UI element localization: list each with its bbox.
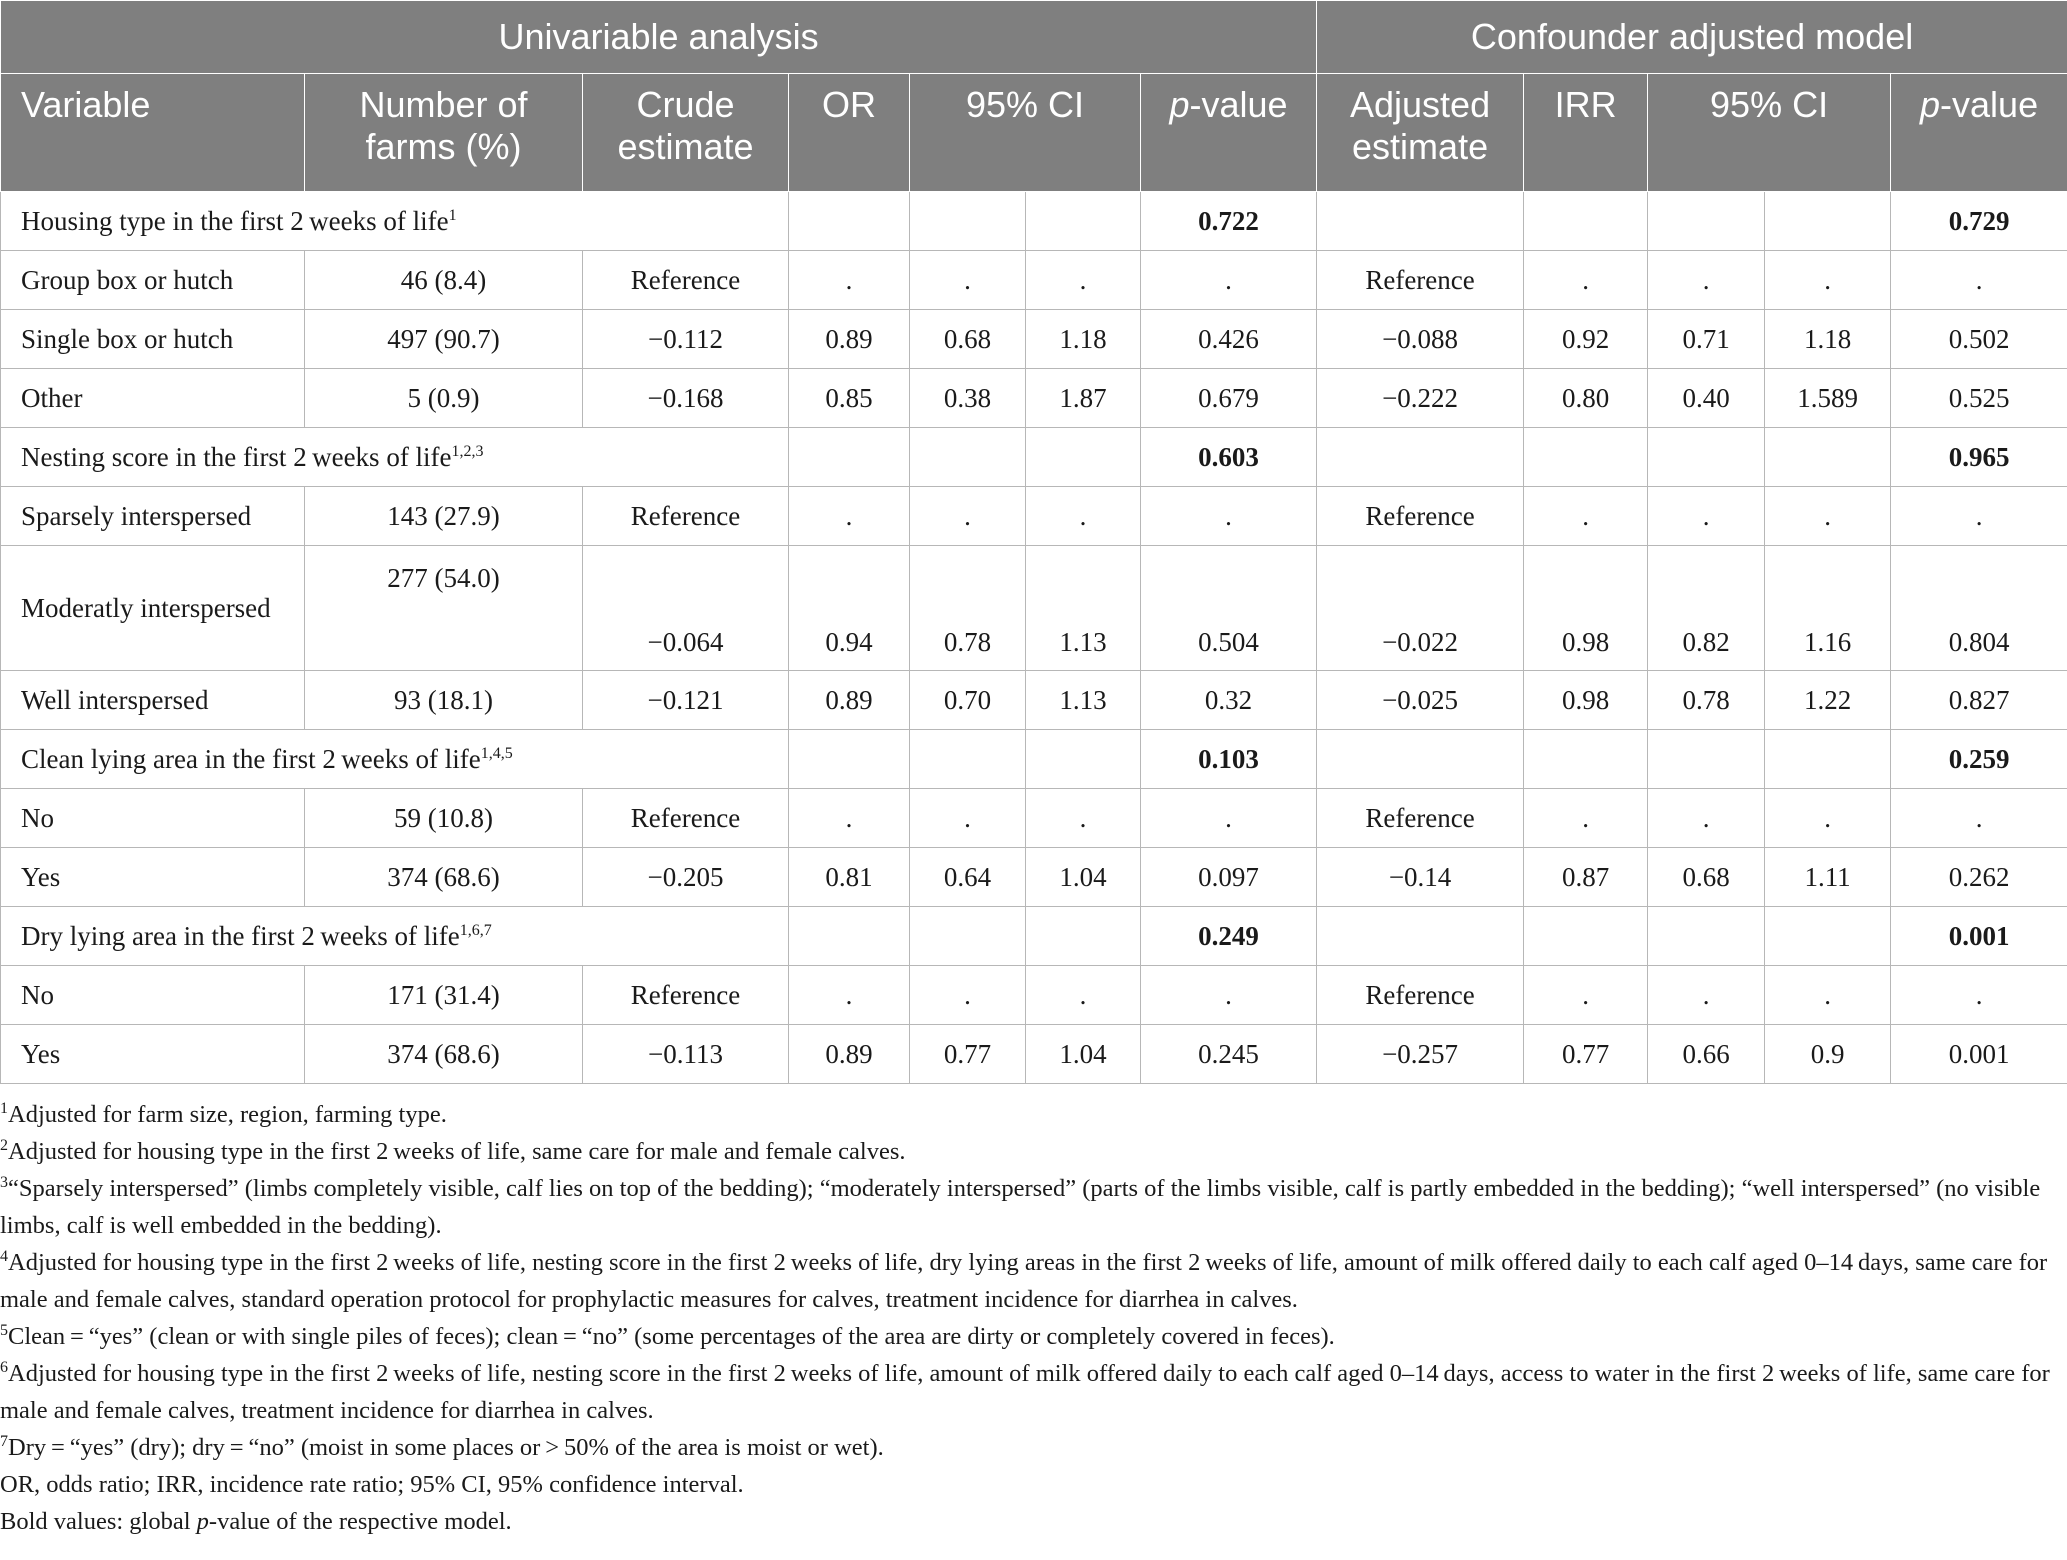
ci-adj-lower-cell: . — [1648, 789, 1765, 848]
crude-estimate-cell: −0.121 — [583, 671, 789, 730]
empty-cell — [1648, 730, 1765, 789]
col-header-adjusted: Adjusted estimate — [1317, 74, 1524, 192]
p-value-adj-cell: 0.525 — [1891, 369, 2067, 428]
ci-adj-lower-cell: 0.78 — [1648, 671, 1765, 730]
table-row — [1, 671, 2067, 730]
irr-cell: . — [1524, 789, 1648, 848]
farms-cell: 277 (54.0) — [305, 546, 583, 671]
ci-lower-cell: . — [910, 789, 1026, 848]
ci-lower-cell: 0.78 — [910, 546, 1026, 671]
footnote-ref: 1,2,3 — [451, 443, 484, 460]
section-title — [1, 428, 789, 487]
section-title-text: Dry lying area in the first 2 weeks of life — [21, 921, 460, 951]
section-row — [1, 192, 2067, 251]
ci-upper-cell: 1.13 — [1026, 671, 1141, 730]
table-row — [1, 251, 2067, 310]
ci-adj-upper-cell: . — [1765, 966, 1891, 1025]
irr-cell: 0.92 — [1524, 310, 1648, 369]
ci-adj-lower-cell: . — [1648, 487, 1765, 546]
farms-cell: 59 (10.8) — [305, 789, 583, 848]
col-header-p-adj — [1891, 74, 2067, 192]
irr-cell: . — [1524, 251, 1648, 310]
p-value-cell: 0.426 — [1141, 310, 1317, 369]
empty-cell — [910, 428, 1026, 487]
ci-lower-cell: 0.38 — [910, 369, 1026, 428]
section-title — [1, 192, 789, 251]
ci-adj-lower-cell: . — [1648, 966, 1765, 1025]
ci-adj-lower-cell: . — [1648, 251, 1765, 310]
row-label: Sparsely interspersed — [1, 487, 305, 546]
p-value-cell: . — [1141, 251, 1317, 310]
table-row — [1, 546, 2067, 671]
col-header-variable: Variable — [1, 74, 305, 192]
p-value-cell: 0.097 — [1141, 848, 1317, 907]
p-value-adj-cell: 0.827 — [1891, 671, 2067, 730]
global-p-value-uni: 0.722 — [1141, 192, 1317, 251]
or-cell: . — [789, 251, 910, 310]
footnote-ref: 1 — [448, 207, 457, 224]
ci-adj-upper-cell: 1.18 — [1765, 310, 1891, 369]
p-value-adj-cell: . — [1891, 789, 2067, 848]
empty-cell — [1026, 730, 1141, 789]
empty-cell — [1648, 907, 1765, 966]
footnote-1 — [0, 1096, 2067, 1133]
farms-cell: 46 (8.4) — [305, 251, 583, 310]
ci-lower-cell: 0.68 — [910, 310, 1026, 369]
section-title — [1, 907, 789, 966]
p-value-cell: . — [1141, 789, 1317, 848]
ci-upper-cell: . — [1026, 487, 1141, 546]
farms-cell: 374 (68.6) — [305, 1025, 583, 1084]
group-header-univariable: Univariable analysis — [1, 1, 1317, 74]
p-value-adj-cell: 0.262 — [1891, 848, 2067, 907]
adjusted-estimate-cell: Reference — [1317, 251, 1524, 310]
footnote-4 — [0, 1244, 2067, 1318]
row-label: Well interspersed — [1, 671, 305, 730]
or-cell: 0.89 — [789, 671, 910, 730]
row-label: No — [1, 789, 305, 848]
empty-cell — [789, 730, 910, 789]
empty-cell — [1524, 907, 1648, 966]
footnote-6 — [0, 1355, 2067, 1429]
ci-lower-cell: 0.70 — [910, 671, 1026, 730]
footnote-text: Adjusted for farm size, region, farming type. — [8, 1101, 447, 1128]
p-value-cell: . — [1141, 487, 1317, 546]
row-label: Group box or hutch — [1, 251, 305, 310]
irr-cell: 0.98 — [1524, 671, 1648, 730]
adjusted-estimate-cell: −0.222 — [1317, 369, 1524, 428]
row-label: Other — [1, 369, 305, 428]
irr-cell: 0.98 — [1524, 546, 1648, 671]
empty-cell — [1648, 428, 1765, 487]
or-cell: . — [789, 789, 910, 848]
crude-estimate-cell: −0.205 — [583, 848, 789, 907]
table-row — [1, 310, 2067, 369]
p-italic: p — [1169, 84, 1190, 125]
global-p-value-uni: 0.603 — [1141, 428, 1317, 487]
adjusted-estimate-cell: −0.14 — [1317, 848, 1524, 907]
empty-cell — [1765, 730, 1891, 789]
col-header-p-uni — [1141, 74, 1317, 192]
table-row — [1, 1025, 2067, 1084]
section-title-text: Nesting score in the first 2 weeks of life — [21, 442, 452, 472]
ci-upper-cell: . — [1026, 789, 1141, 848]
adjusted-estimate-cell: −0.025 — [1317, 671, 1524, 730]
crude-estimate-cell: Reference — [583, 789, 789, 848]
irr-cell: 0.87 — [1524, 848, 1648, 907]
empty-cell — [1317, 730, 1524, 789]
ci-adj-upper-cell: . — [1765, 251, 1891, 310]
irr-cell: . — [1524, 487, 1648, 546]
ci-adj-upper-cell: . — [1765, 487, 1891, 546]
farms-cell: 374 (68.6) — [305, 848, 583, 907]
irr-cell: 0.77 — [1524, 1025, 1648, 1084]
p-italic: p — [196, 1508, 209, 1535]
footnote-7 — [0, 1429, 2067, 1466]
p-value-cell: 0.32 — [1141, 671, 1317, 730]
bold-values-note — [0, 1503, 2067, 1540]
ci-adj-lower-cell: 0.82 — [1648, 546, 1765, 671]
group-header-adjusted: Confounder adjusted model — [1317, 1, 2067, 74]
ci-lower-cell: . — [910, 966, 1026, 1025]
crude-estimate-cell: Reference — [583, 251, 789, 310]
p-value-cell: . — [1141, 966, 1317, 1025]
table-row — [1, 369, 2067, 428]
ci-lower-cell: . — [910, 487, 1026, 546]
p-value-adj-cell: 0.502 — [1891, 310, 2067, 369]
p-value-adj-cell: 0.001 — [1891, 1025, 2067, 1084]
section-row — [1, 730, 2067, 789]
table-row — [1, 966, 2067, 1025]
empty-cell — [1317, 907, 1524, 966]
empty-cell — [1765, 907, 1891, 966]
empty-cell — [789, 428, 910, 487]
ci-adj-upper-cell: 1.16 — [1765, 546, 1891, 671]
table-row — [1, 848, 2067, 907]
note-text: -value of the respective model. — [208, 1508, 512, 1535]
farms-cell: 5 (0.9) — [305, 369, 583, 428]
irr-cell: . — [1524, 966, 1648, 1025]
adjusted-estimate-cell: −0.257 — [1317, 1025, 1524, 1084]
empty-cell — [1026, 907, 1141, 966]
or-cell: 0.81 — [789, 848, 910, 907]
ci-lower-cell: 0.77 — [910, 1025, 1026, 1084]
footnote-text: Dry = “yes” (dry); dry = “no” (moist in some places or > 50% of the area is moist or wet). — [8, 1434, 884, 1461]
or-cell: . — [789, 966, 910, 1025]
empty-cell — [1524, 192, 1648, 251]
global-p-value-adj: 0.259 — [1891, 730, 2067, 789]
ci-lower-cell: 0.64 — [910, 848, 1026, 907]
ci-adj-lower-cell: 0.68 — [1648, 848, 1765, 907]
footnote-marker: 3 — [0, 1173, 8, 1191]
or-cell: 0.89 — [789, 310, 910, 369]
empty-cell — [789, 907, 910, 966]
crude-estimate-cell: −0.064 — [583, 546, 789, 671]
crude-estimate-cell: Reference — [583, 487, 789, 546]
adjusted-estimate-cell: −0.022 — [1317, 546, 1524, 671]
footnote-marker: 1 — [0, 1099, 8, 1117]
section-row — [1, 428, 2067, 487]
col-header-ci-uni: 95% CI — [910, 74, 1141, 192]
footnote-3 — [0, 1170, 2067, 1244]
empty-cell — [789, 192, 910, 251]
ci-upper-cell: 1.18 — [1026, 310, 1141, 369]
or-cell: 0.89 — [789, 1025, 910, 1084]
empty-cell — [1765, 428, 1891, 487]
section-row — [1, 907, 2067, 966]
adjusted-estimate-cell: −0.088 — [1317, 310, 1524, 369]
footnote-marker: 5 — [0, 1321, 8, 1339]
ci-upper-cell: 1.04 — [1026, 1025, 1141, 1084]
empty-cell — [1524, 428, 1648, 487]
or-cell: 0.85 — [789, 369, 910, 428]
ci-adj-upper-cell: 1.22 — [1765, 671, 1891, 730]
footnotes — [0, 1084, 2067, 1540]
empty-cell — [910, 907, 1026, 966]
section-title-text: Clean lying area in the first 2 weeks of life — [21, 744, 481, 774]
p-suffix: -value — [1940, 84, 2039, 125]
ci-adj-upper-cell: 1.11 — [1765, 848, 1891, 907]
table-row — [1, 789, 2067, 848]
empty-cell — [1317, 428, 1524, 487]
ci-adj-lower-cell: 0.66 — [1648, 1025, 1765, 1084]
empty-cell — [1317, 192, 1524, 251]
col-header-crude: Crude estimate — [583, 74, 789, 192]
global-p-value-adj: 0.965 — [1891, 428, 2067, 487]
p-value-adj-cell: 0.804 — [1891, 546, 2067, 671]
col-header-ci-adj: 95% CI — [1648, 74, 1891, 192]
crude-estimate-cell: Reference — [583, 966, 789, 1025]
note-text: Bold values: global — [0, 1508, 197, 1535]
row-label: Yes — [1, 1025, 305, 1084]
ci-upper-cell: 1.87 — [1026, 369, 1141, 428]
row-label: Single box or hutch — [1, 310, 305, 369]
global-p-value-adj: 0.729 — [1891, 192, 2067, 251]
section-title — [1, 730, 789, 789]
global-p-value-uni: 0.249 — [1141, 907, 1317, 966]
ci-adj-upper-cell: 0.9 — [1765, 1025, 1891, 1084]
farms-cell: 171 (31.4) — [305, 966, 583, 1025]
p-suffix: -value — [1189, 84, 1288, 125]
ci-upper-cell: . — [1026, 251, 1141, 310]
adjusted-estimate-cell: Reference — [1317, 487, 1524, 546]
empty-cell — [910, 192, 1026, 251]
section-title-text: Housing type in the first 2 weeks of life — [21, 206, 449, 236]
footnote-marker: 6 — [0, 1358, 8, 1376]
row-label: Yes — [1, 848, 305, 907]
adjusted-estimate-cell: Reference — [1317, 789, 1524, 848]
footnote-ref: 1,6,7 — [459, 922, 492, 939]
footnote-marker: 4 — [0, 1247, 8, 1265]
row-label: No — [1, 966, 305, 1025]
empty-cell — [1648, 192, 1765, 251]
empty-cell — [910, 730, 1026, 789]
footnote-marker: 7 — [0, 1432, 8, 1450]
col-header-or: OR — [789, 74, 910, 192]
footnote-text: Clean = “yes” (clean or with single piles of feces); clean = “no” (some percentages of the area are dirty or completely covered in feces). — [8, 1323, 1335, 1350]
empty-cell — [1026, 192, 1141, 251]
ci-adj-lower-cell: 0.40 — [1648, 369, 1765, 428]
ci-upper-cell: 1.04 — [1026, 848, 1141, 907]
ci-adj-upper-cell: . — [1765, 789, 1891, 848]
row-label: Moderatly interspersed — [1, 546, 305, 671]
p-value-cell: 0.679 — [1141, 369, 1317, 428]
footnote-text: “Sparsely interspersed” (limbs completely visible, calf lies on top of the bedding); “moderately interspersed” (parts of the limbs visible, calf is partly embedded in the bedding); “well interspersed” (no visible limbs, calf is well embedded in the bedding). — [0, 1175, 2041, 1239]
empty-cell — [1765, 192, 1891, 251]
footnote-marker: 2 — [0, 1136, 8, 1154]
table-body — [1, 192, 2067, 1084]
p-value-adj-cell: . — [1891, 251, 2067, 310]
farms-cell: 143 (27.9) — [305, 487, 583, 546]
col-header-irr: IRR — [1524, 74, 1648, 192]
or-cell: . — [789, 487, 910, 546]
p-value-adj-cell: . — [1891, 487, 2067, 546]
p-value-cell: 0.504 — [1141, 546, 1317, 671]
global-p-value-adj: 0.001 — [1891, 907, 2067, 966]
footnote-ref: 1,4,5 — [480, 745, 513, 762]
irr-cell: 0.80 — [1524, 369, 1648, 428]
farms-cell: 93 (18.1) — [305, 671, 583, 730]
ci-upper-cell: 1.13 — [1026, 546, 1141, 671]
crude-estimate-cell: −0.168 — [583, 369, 789, 428]
ci-adj-lower-cell: 0.71 — [1648, 310, 1765, 369]
farms-cell: 497 (90.7) — [305, 310, 583, 369]
adjusted-estimate-cell: Reference — [1317, 966, 1524, 1025]
abbreviations-note: OR, odds ratio; IRR, incidence rate ratio; 95% CI, 95% confidence interval. — [0, 1471, 744, 1498]
footnote-5 — [0, 1318, 2067, 1355]
p-value-adj-cell: . — [1891, 966, 2067, 1025]
global-p-value-uni: 0.103 — [1141, 730, 1317, 789]
ci-upper-cell: . — [1026, 966, 1141, 1025]
table-row — [1, 487, 2067, 546]
col-header-farms: Number of farms (%) — [305, 74, 583, 192]
ci-adj-upper-cell: 1.589 — [1765, 369, 1891, 428]
footnote-text: Adjusted for housing type in the first 2 weeks of life, nesting score in the first 2 weeks of life, dry lying areas in the first 2 weeks of life, amount of milk offered daily to each calf aged 0–14 days, same care for male and female calves, standard operation protocol for prophylactic measures for calves, treatment incidence for diarrhea in calves. — [0, 1249, 2048, 1313]
crude-estimate-cell: −0.112 — [583, 310, 789, 369]
empty-cell — [1026, 428, 1141, 487]
empty-cell — [1524, 730, 1648, 789]
footnote-text: Adjusted for housing type in the first 2 weeks of life, nesting score in the first 2 weeks of life, amount of milk offered daily to each calf aged 0–14 days, access to water in the first 2 weeks of life, same care for male and female calves, treatment incidence for diarrhea in calves. — [0, 1360, 2050, 1424]
or-cell: 0.94 — [789, 546, 910, 671]
footnote-text: Adjusted for housing type in the first 2 weeks of life, same care for male and female calves. — [8, 1138, 906, 1165]
ci-lower-cell: . — [910, 251, 1026, 310]
crude-estimate-cell: −0.113 — [583, 1025, 789, 1084]
p-italic: p — [1920, 84, 1941, 125]
p-value-cell: 0.245 — [1141, 1025, 1317, 1084]
footnote-2 — [0, 1133, 2067, 1170]
